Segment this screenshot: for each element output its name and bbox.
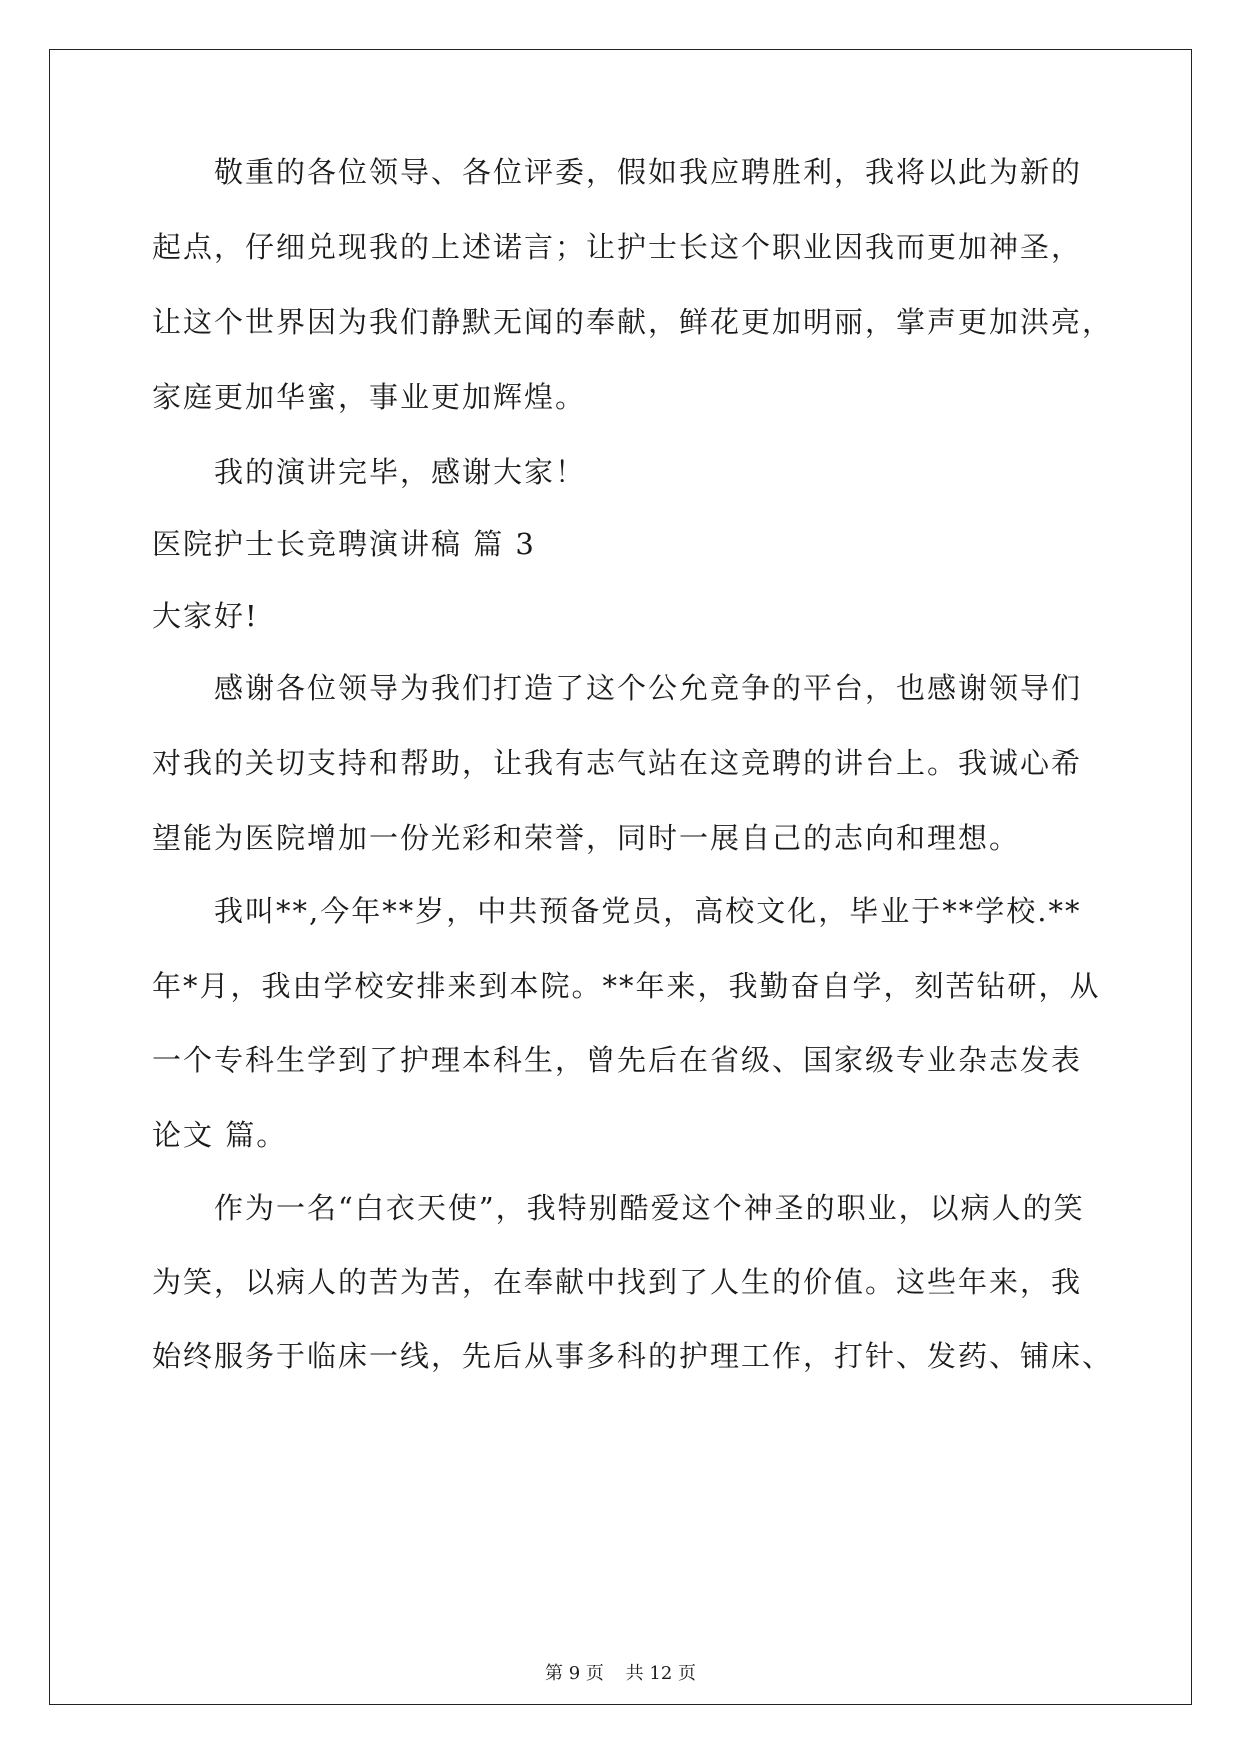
paragraph-line: 感谢各位领导为我们打造了这个公允竞争的平台，也感谢领导们 bbox=[214, 671, 1083, 705]
page-number: 第 9 页 bbox=[545, 1663, 604, 1684]
page-footer bbox=[0, 1662, 1241, 1686]
paragraph-line: 一个专科生学到了护理本科生，曾先后在省级、国家级专业杂志发表 bbox=[152, 1043, 1083, 1077]
paragraph-line: 始终服务于临床一线，先后从事多科的护理工作，打针、发药、铺床、 bbox=[152, 1339, 1114, 1373]
paragraph-line: 对我的关切支持和帮助，让我有志气站在这竞聘的讲台上。我诚心希 bbox=[152, 746, 1083, 780]
paragraph-line: 敬重的各位领导、各位评委，假如我应聘胜利，我将以此为新的 bbox=[214, 155, 1083, 189]
closing-line: 我的演讲完毕，感谢大家！ bbox=[214, 455, 587, 489]
section-heading: 医院护士长竞聘演讲稿 篇 3 bbox=[152, 527, 536, 561]
paragraph-line: 让这个世界因为我们静默无闻的奉献，鲜花更加明丽，掌声更加洪亮， bbox=[152, 305, 1114, 339]
paragraph-line: 望能为医院增加一份光彩和荣誉，同时一展自己的志向和理想。 bbox=[152, 821, 1021, 855]
paragraph-line: 年*月，我由学校安排来到本院。**年来，我勤奋自学，刻苦钻研，从 bbox=[152, 969, 1101, 1003]
page-border bbox=[49, 49, 1192, 1705]
paragraph-line: 起点，仔细兑现我的上述诺言；让护士长这个职业因我而更加神圣， bbox=[152, 230, 1083, 264]
paragraph-line: 我叫**,今年**岁，中共预备党员，高校文化，毕业于**学校.** bbox=[214, 894, 1082, 928]
paragraph-line: 作为一名“白衣天使”，我特别酷爱这个神圣的职业，以病人的笑 bbox=[214, 1191, 1085, 1225]
page-total: 共 12 页 bbox=[625, 1663, 696, 1684]
paragraph-line: 论文 篇。 bbox=[152, 1118, 288, 1152]
greeting-line: 大家好! bbox=[152, 599, 259, 633]
paragraph-line: 为笑，以病人的苦为苦，在奉献中找到了人生的价值。这些年来，我 bbox=[152, 1265, 1083, 1299]
paragraph-line: 家庭更加华蜜，事业更加辉煌。 bbox=[152, 380, 587, 414]
